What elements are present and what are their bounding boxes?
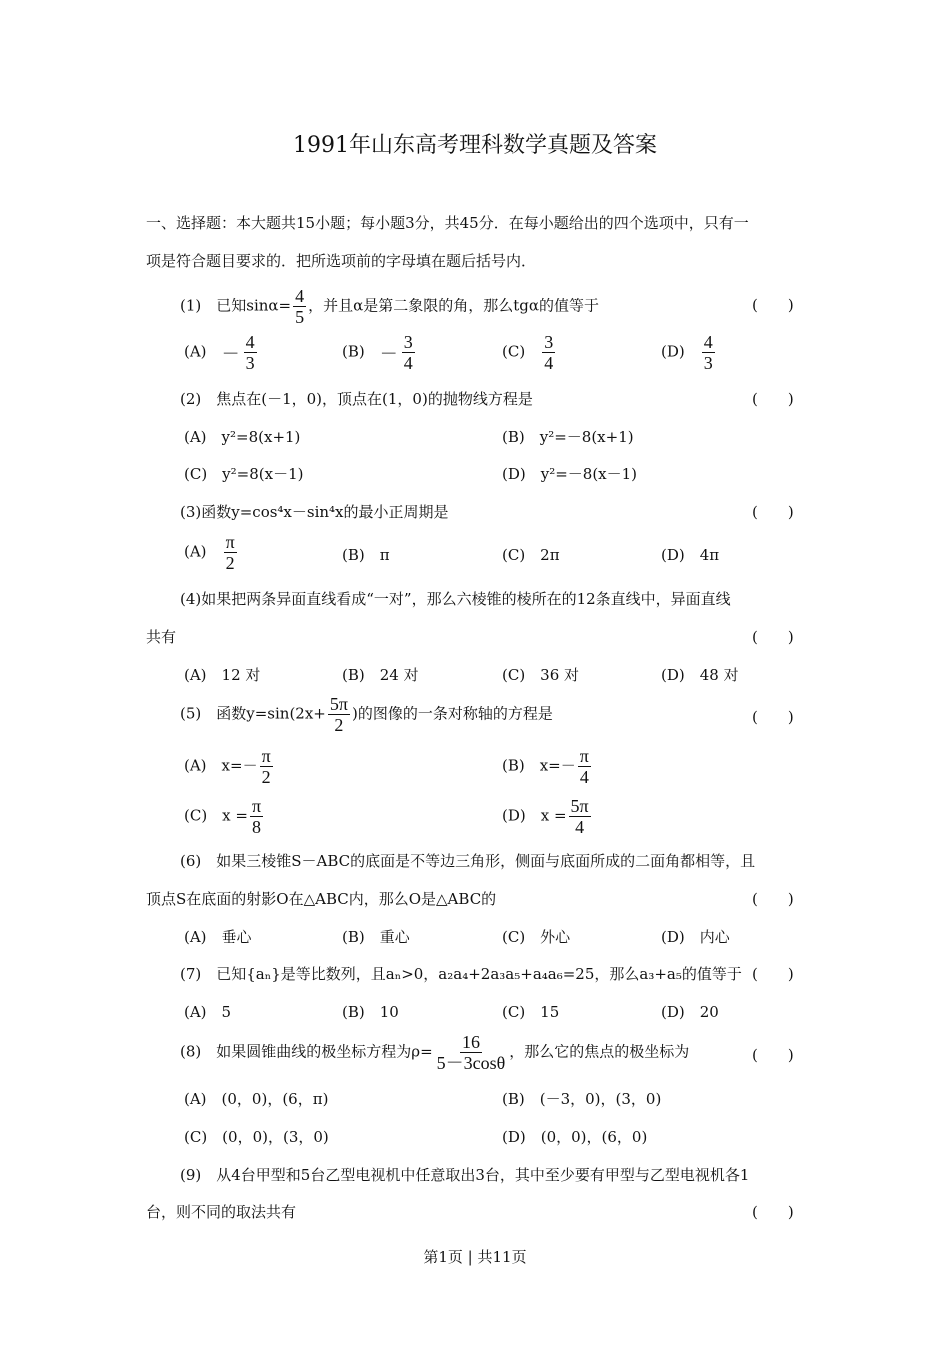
q1-option-a: (A) － $\frac{4}{3}$ <box>184 332 255 373</box>
q4-option-a: (A) 12 对 <box>184 666 261 684</box>
question-7: (7) 已知{aₙ}是等比数列，且aₙ>0，a₂a₄+2a₃a₅+a₄a₆=25，那么a₃+a₅的值等于 <box>180 965 742 983</box>
q6-option-c: (C) 外心 <box>502 928 571 946</box>
q2-option-b: (B) y²=－8(x+1) <box>502 428 634 446</box>
q4-option-d: (D) 48 对 <box>661 666 739 684</box>
q3-option-d: (D) 4π <box>661 546 720 564</box>
page-title: 1991年山东高考理科数学真题及答案 <box>293 133 657 158</box>
q1-option-d: (D) $\frac{4}{3}$ <box>661 332 713 373</box>
q4-option-b: (B) 24 对 <box>342 666 419 684</box>
section-instructions-line1: 一、选择题：本大题共15小题；每小题3分，共45分．在每小题给出的四个选项中，只有一 <box>146 214 749 232</box>
q7-option-a: (A) 5 <box>184 1003 232 1021</box>
q1-option-b: (B) － $\frac{3}{4}$ <box>342 332 413 373</box>
q6-option-b: (B) 重心 <box>342 928 410 946</box>
answer-bracket: ( ) <box>752 890 794 908</box>
q4-option-c: (C) 36 对 <box>502 666 580 684</box>
q8-option-c: (C) (0，0)，(3，0) <box>184 1128 329 1146</box>
q5-option-c: (C) x = $\frac{\pi}{8}$ <box>184 796 262 837</box>
q8-option-b: (B) (－3，0)，(3，0) <box>502 1090 662 1108</box>
q7-option-b: (B) 10 <box>342 1003 399 1021</box>
q5-option-d: (D) x = $\frac{5\pi}{4}$ <box>502 796 589 837</box>
answer-bracket: ( ) <box>752 503 794 521</box>
question-4-line2: 共有 <box>146 628 177 646</box>
question-9-line2: 台，则不同的取法共有 <box>146 1203 297 1221</box>
answer-bracket: ( ) <box>752 390 794 408</box>
q3-option-a: (A) $\frac{\pi}{2}$ <box>184 532 235 573</box>
q7-option-d: (D) 20 <box>661 1003 719 1021</box>
answer-bracket: ( ) <box>752 296 794 314</box>
q7-option-c: (C) 15 <box>502 1003 560 1021</box>
answer-bracket: ( ) <box>752 1046 794 1064</box>
q8-option-d: (D) (0，0)，(6，0) <box>502 1128 648 1146</box>
answer-bracket: ( ) <box>752 708 794 726</box>
question-6-line2: 顶点S在底面的射影O在△ABC内，那么O是△ABC的 <box>146 890 497 908</box>
page-footer: 第1页 | 共11页 <box>423 1248 527 1266</box>
question-2: (2) 焦点在(－1，0)，顶点在(1，0)的抛物线方程是 <box>180 390 533 408</box>
answer-bracket: ( ) <box>752 965 794 983</box>
question-6-line1: (6) 如果三棱锥S－ABC的底面是不等边三角形，侧面与底面所成的二面角都相等，且 <box>180 852 756 870</box>
question-4-line1: (4)如果把两条异面直线看成“一对”，那么六棱锥的棱所在的12条直线中，异面直线 <box>180 590 731 608</box>
answer-bracket: ( ) <box>752 1203 794 1221</box>
q6-option-d: (D) 内心 <box>661 928 730 946</box>
answer-bracket: ( ) <box>752 628 794 646</box>
q2-option-d: (D) y²=－8(x－1) <box>502 465 638 483</box>
question-3: (3)函数y=cos⁴x－sin⁴x的最小正周期是 <box>180 503 449 521</box>
question-5: (5) 函数y=sin(2x+ $\frac{5\pi}{2}$ )的图像的一条对称轴的方程是 <box>180 694 553 735</box>
question-1: (1) 已知sinα= $\frac{4}{5}$ ，并且α是第二象限的角，那么tgα的值等于 <box>180 286 599 327</box>
question-8: (8) 如果圆锥曲线的极坐标方程为ρ= $\frac{16}{5-3\cos\theta}$ ，那么它的焦点的极坐标为 <box>180 1032 690 1073</box>
q5-option-a: (A) x=－ $\frac{\pi}{2}$ <box>184 746 271 787</box>
q6-option-a: (A) 垂心 <box>184 928 252 946</box>
q1-fraction: $\frac{4}{5}$ <box>295 286 305 327</box>
q5-option-b: (B) x=－ $\frac{\pi}{4}$ <box>502 746 589 787</box>
q2-option-a: (A) y²=8(x+1) <box>184 428 301 446</box>
q2-option-c: (C) y²=8(x－1) <box>184 465 304 483</box>
q1-option-c: (C) $\frac{3}{4}$ <box>502 332 554 373</box>
q3-option-c: (C) 2π <box>502 546 560 564</box>
q8-option-a: (A) (0，0)，(6，π) <box>184 1090 329 1108</box>
section-instructions-line2: 项是符合题目要求的．把所选项前的字母填在题后括号内． <box>146 252 537 270</box>
q3-option-b: (B) π <box>342 546 390 564</box>
question-9-line1: (9) 从4台甲型和5台乙型电视机中任意取出3台，其中至少要有甲型与乙型电视机各1 <box>180 1166 750 1184</box>
